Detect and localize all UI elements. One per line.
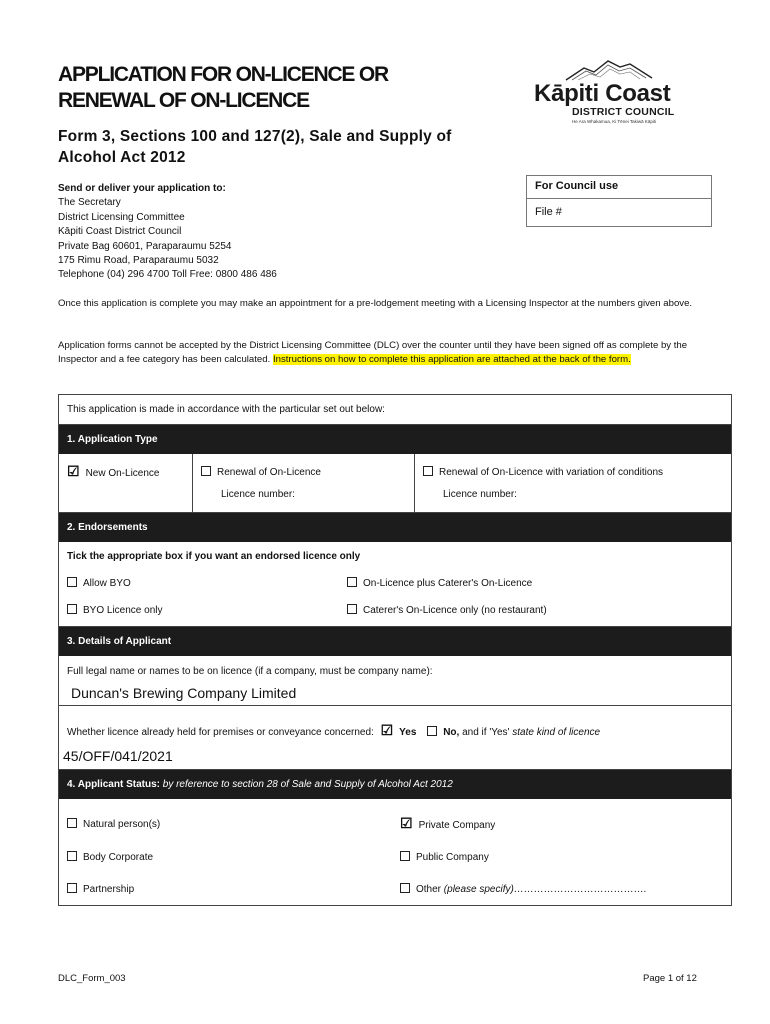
checkbox-icon[interactable] [400,883,410,893]
applicant-name-label: Full legal name or names to be on licence (if a company, must be company name): [67,666,433,677]
yes-option[interactable]: Yes [399,727,417,738]
natural-person-option[interactable]: Natural person(s) [67,818,160,830]
byo-only-option[interactable]: BYO Licence only [67,604,163,616]
checkbox-icon[interactable] [400,851,410,861]
mountain-logo-icon [564,58,654,82]
caterers-only-option[interactable]: Caterer's On-Licence only (no restaurant) [347,604,547,616]
body-corporate-option[interactable]: Body Corporate [67,851,153,863]
intro-text: Application forms cannot be accepted by the District Licensing Committee (DLC) over the counter until they have been signed off as complete by the Inspector and a fee category has been calculated. [58,340,688,365]
licence-held-question: Whether licence already held for premises or conveyance concerned: ☑ Yes No, and if 'Yes' state kind of licence [67,722,601,738]
page-number: Page 1 of 12 [643,973,697,984]
section-heading-endorsements: 2. Endorsements [59,513,731,542]
checkbox-icon[interactable] [67,577,77,587]
checkbox-icon[interactable] [347,604,357,614]
send-address [58,182,277,283]
address-line: Kāpiti Coast District Council [58,226,182,238]
address-line: The Secretary [58,197,121,209]
logo-tagline: He Ara Whakamua, Ki Tēnei Takiwā Kāpiti [572,119,657,124]
allow-byo-option[interactable]: Allow BYO [67,577,131,589]
other-option[interactable]: Other (please specify)…………………………………. [400,883,647,895]
logo-council: DISTRICT COUNCIL [572,106,675,118]
logo-name: Kāpiti Coast [534,80,671,107]
renewal-option[interactable]: Renewal of On-Licence [201,466,321,478]
address-line: 175 Rimu Road, Paraparaumu 5032 [58,255,219,267]
applicant-name-row [59,656,731,706]
instructions-highlight: Instructions on how to complete this application are attached at the back of the form. [272,354,631,365]
council-use-box [526,175,712,227]
checkbox-icon[interactable] [423,466,433,476]
checkbox-icon[interactable] [201,466,211,476]
public-company-option[interactable]: Public Company [400,851,489,863]
title-line-1: APPLICATION FOR ON-LICENCE OR [58,63,388,86]
variation-licence-number: Licence number: [443,489,517,500]
checked-box-icon[interactable]: ☑ [400,815,413,831]
subtitle-line-2: Alcohol Act 2012 [58,149,186,166]
checked-box-icon[interactable]: ☑ [380,722,394,738]
endorsement-instruction: Tick the appropriate box if you want an endorsed licence only [67,551,361,562]
checkbox-icon[interactable] [347,577,357,587]
send-heading: Send or deliver your application to: [58,183,226,194]
application-form [58,394,732,906]
subtitle-line-1: Form 3, Sections 100 and 127(2), Sale and Supply of [58,128,452,145]
title-line-2: RENEWAL OF ON-LICENCE [58,89,309,112]
renewal-variation-option[interactable]: Renewal of On-Licence with variation of conditions [423,466,663,478]
applicant-name-value[interactable]: Duncan's Brewing Company Limited [71,685,297,701]
form-code: DLC_Form_003 [58,973,126,984]
renewal-licence-number: Licence number: [221,489,295,500]
address-line: Telephone (04) 296 4700 Toll Free: 0800 486 486 [58,269,277,281]
new-on-licence-option[interactable]: ☑ New On-Licence [67,463,160,479]
partnership-option[interactable]: Partnership [67,883,134,895]
form-subtitle [58,126,452,168]
checkbox-icon[interactable] [67,883,77,893]
endorsements-row [59,542,731,627]
licence-held-row [59,706,731,770]
checkbox-icon[interactable] [67,851,77,861]
council-logo [534,58,694,128]
intro-paragraph-1: Once this application is complete you may make an appointment for a pre-lodgement meeting with a Licensing Inspector at the numbers given above. [58,298,693,309]
checkbox-icon[interactable] [67,818,77,828]
section-heading-applicant-details: 3. Details of Applicant [59,627,731,656]
application-type-row [59,454,731,513]
checkbox-icon[interactable] [427,726,437,736]
address-line: District Licensing Committee [58,211,185,223]
licence-held-value[interactable]: 45/OFF/041/2021 [63,748,173,764]
intro-paragraph-2 [58,339,708,367]
section-heading-application-type: 1. Application Type [59,425,731,454]
form-lead-row [59,395,731,425]
private-company-option[interactable]: ☑ Private Company [400,815,496,831]
no-option[interactable]: No, [443,727,460,738]
caterers-plus-option[interactable]: On-Licence plus Caterer's On-Licence [347,577,532,589]
address-line: Private Bag 60601, Paraparaumu 5254 [58,240,232,252]
section-heading-applicant-status: 4. Applicant Status: by reference to section 28 of Sale and Supply of Alcohol Act 2012 [59,770,731,799]
council-use-label: For Council use [527,176,711,199]
checkbox-icon[interactable] [67,604,77,614]
applicant-status-row [59,799,731,905]
form-lead-text: This application is made in accordance with the particular set out below: [67,404,385,415]
page-title [58,62,388,114]
file-number-field[interactable]: File # [535,206,562,218]
checked-box-icon[interactable]: ☑ [67,463,80,479]
